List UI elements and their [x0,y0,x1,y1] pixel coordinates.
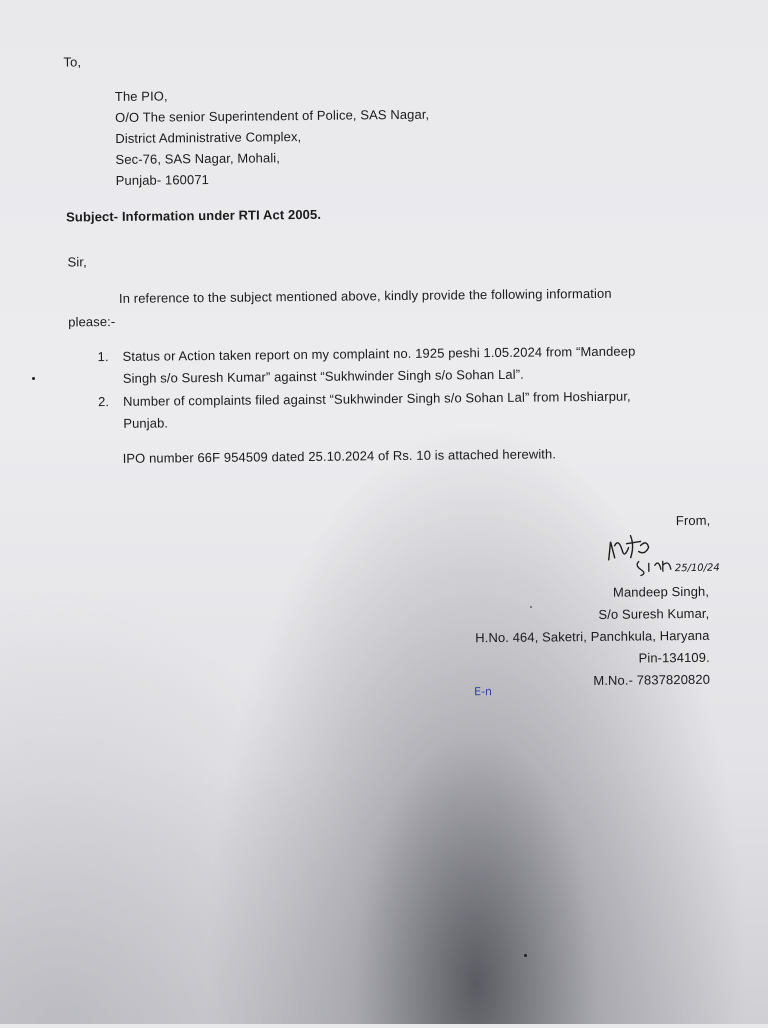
initials-text: E-n [474,685,493,699]
sender-relation: S/o Suresh Kumar, [598,605,710,622]
recipient-line-4: Sec-76, SAS Nagar, Mohali, [115,150,281,167]
sender-name: Mandeep Singh, [612,583,710,600]
salutation-to: To, [63,54,82,70]
recipient-line-5: Punjab- 160071 [115,171,210,188]
signature-image [600,531,731,582]
sender-mobile: M.No.- 7837820820 [593,671,711,688]
recipient-line-1: The PIO, [114,88,168,104]
speck [524,954,527,957]
subject-line: Subject- Information under RTI Act 2005. [66,206,322,225]
intro-line-1: In reference to the subject mentioned above, kindly provide the following information [118,285,612,306]
recipient-line-3: District Administrative Complex, [115,129,302,146]
from-label: From, [675,512,711,529]
recipient-address [0,0,765,188]
handwritten-initials [472,683,506,699]
sender-address: H.No. 464, Saketri, Panchkula, Haryana [475,627,710,646]
ipo-note: IPO number 66F 954509 dated 25.10.2024 of Rs. 10 is attached herewith. [122,446,557,466]
greeting: Sir, [67,254,87,270]
list-item-line-2: Punjab. [123,415,169,431]
speck [530,606,532,608]
list-item-line-2: Singh s/o Suresh Kumar” against “Sukhwinder Singh s/o Sohan Lal”. [122,366,524,386]
sender-pin: Pin-134109. [638,649,710,666]
speck [32,377,35,380]
list-item-line-1: Number of complaints filed against “Sukhwinder Singh s/o Sohan Lal” from Hoshiarpur, [122,388,631,409]
list-item-line-1: Status or Action taken report on my complaint no. 1925 peshi 1.05.2024 from “Mandeep [122,343,636,364]
signature-date: 25/10/24 [674,562,720,575]
list-item-number: 2. [97,394,110,410]
list-item-number: 1. [97,349,109,365]
intro-line-2: please:- [68,313,116,330]
recipient-line-2: O/O The senior Superintendent of Police, SAS Nagar, [114,106,430,125]
